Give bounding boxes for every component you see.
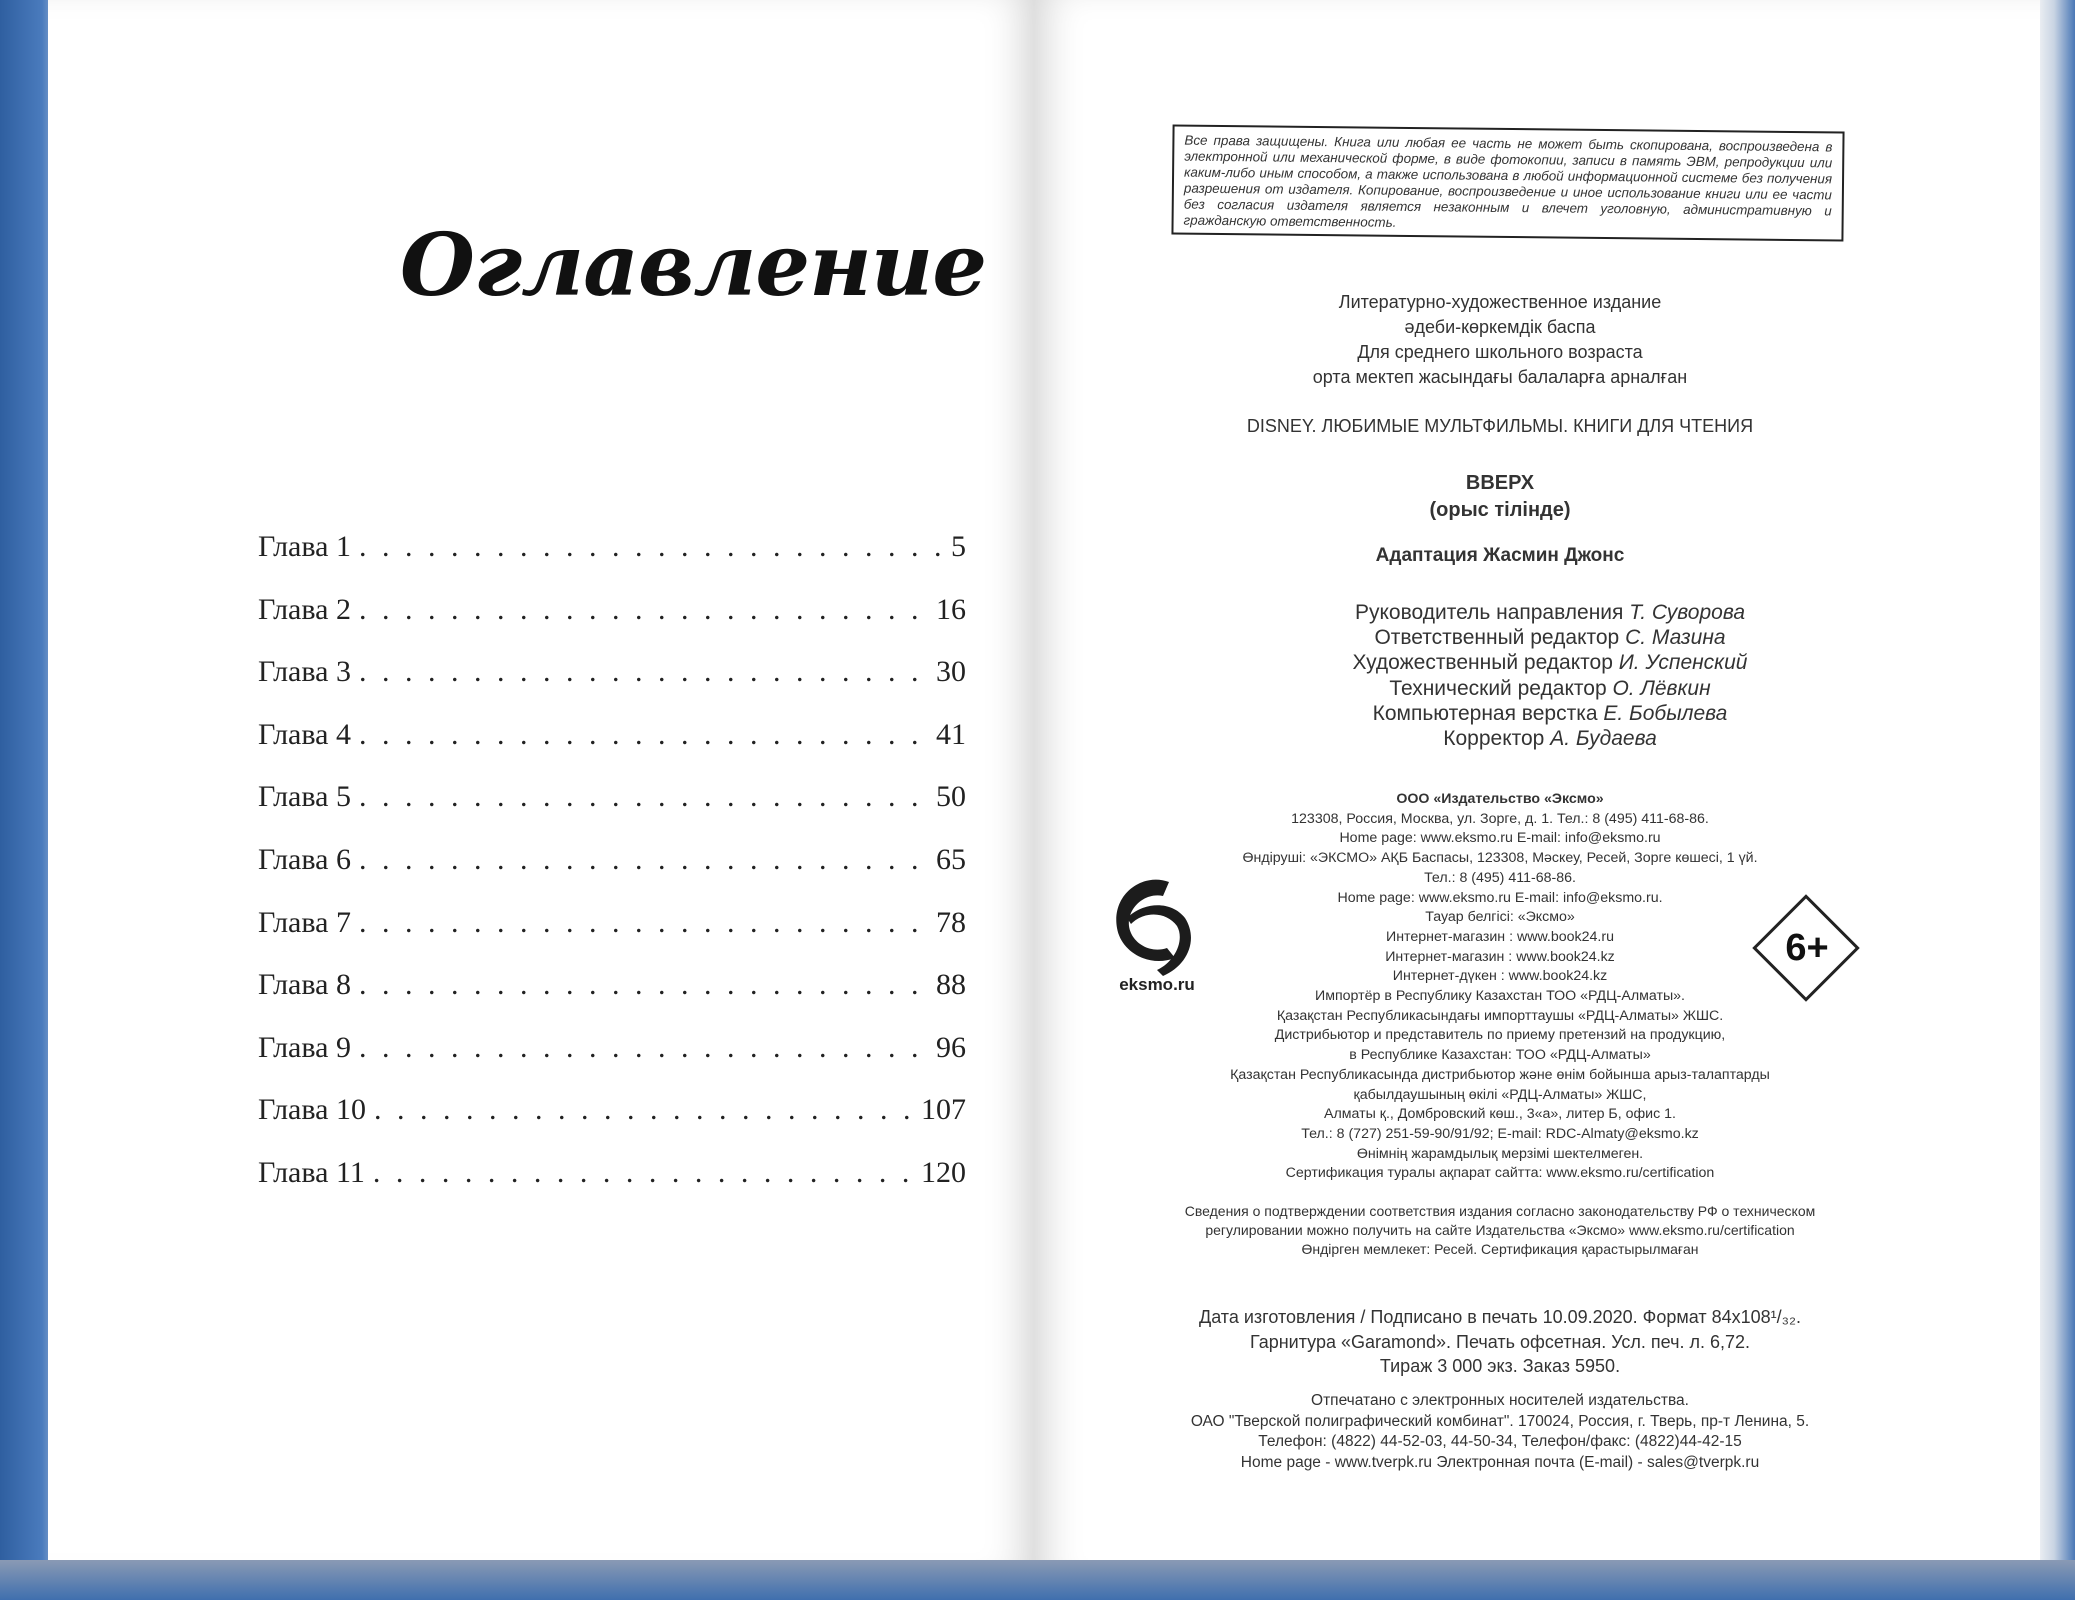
genre-line: әдеби-көркемдік баспа [1404,317,1596,337]
toc-entry [258,593,966,656]
printer-info [1120,1391,1880,1473]
staff-credit [1170,650,1930,675]
publisher-line: Импортёр в Республику Казахстан ТОО «РДЦ-Алматы». [1315,988,1685,1005]
toc-entry [258,968,966,1031]
eksmo-logo-text: eksmo.ru [1119,975,1195,994]
publisher-line: Қазақстан Республикасында дистрибьютор және өнім бойынша арыз-талаптарды [1230,1066,1770,1083]
staff-name: О. Лёвкин [1612,676,1711,700]
printer-line: Отпечатано с электронных носителей издательства. [1311,1392,1689,1409]
toc-chapter: Глава 9 [258,1030,351,1064]
publisher-line: Интернет-магазин : www.book24.ru [1386,928,1614,945]
toc-page-number: 120 [921,1155,966,1189]
copyright-notice: Все права защищены. Книга или любая ее часть не может быть скопирована, воспроизведена в электронной или механической форме, в виде фотокопии, записи в память ЭВМ, репродукции или каким-либо иным способом, а также использована в любой информационной системе без получения разрешения от издателя. Копирование, воспроизведение и иное использование книги или ее части без согласия издателя является незаконным и влечет уголовную, административную и гражданскую ответственность. [1171,124,1844,241]
publisher-line: Интернет-магазин : www.book24.kz [1385,948,1615,965]
toc-chapter: Глава 3 [258,655,351,689]
publisher-info [1120,790,1880,1184]
page-edges-right [2040,0,2075,1600]
printer-line: Home page - www.tverpk.ru Электронная почта (E-mail) - sales@tverpk.ru [1240,1453,1760,1471]
publisher-line: Тел.: 8 (495) 411-68-86. [1424,869,1576,886]
publisher-line: 123308, Россия, Москва, ул. Зорге, д. 1. Тел.: 8 (495) 411-68-86. [1291,810,1709,827]
toc-chapter: Глава 5 [258,780,351,814]
genre-line: Для среднего школьного возраста [1357,342,1643,362]
toc-chapter: Глава 2 [258,592,351,626]
publisher-line: Сертификация туралы ақпарат сайтта: www.eksmo.ru/certification [1285,1165,1715,1182]
printer-line: ОАО "Тверской полиграфический комбинат". 170024, Россия, г. Тверь, пр-т Ленина, 5. [1190,1412,1810,1430]
certification-info [1120,1202,1880,1259]
print-detail-line: Гарнитура «Garamond». Печать офсетная. Усл. печ. л. 6,72. [1249,1331,1751,1352]
publisher-line: Тауар белгісі: «Эксмо» [1425,909,1575,926]
staff-role: Компьютерная верстка [1372,701,1598,725]
toc-page-number: 88 [936,968,966,1002]
toc-entry [258,906,966,969]
book-title-block [1120,470,1880,524]
toc-leader-dots [359,968,928,1002]
printer-line: Телефон: (4822) 44-52-03, 44-50-34, Телефон/факс: (4822)44-42-15 [1258,1433,1742,1450]
toc-entry [258,718,966,781]
book-cover-bottom [0,1560,2075,1600]
staff-role: Корректор [1443,727,1545,751]
toc-leader-dots [359,718,928,752]
toc-entry [258,843,966,906]
publisher-line: Дистрибьютор и представитель по приему претензий на продукцию, [1274,1027,1726,1044]
toc-entry [258,530,966,593]
toc-chapter: Глава 10 [258,1093,366,1127]
genre-block [1120,290,1880,390]
toc-leader-dots [359,593,928,627]
staff-credit [1170,676,1930,701]
staff-credit [1170,726,1930,751]
staff-role: Ответственный редактор [1374,626,1620,650]
toc-list [258,530,966,1219]
toc-page-number: 30 [936,655,966,689]
toc-chapter: Глава 7 [258,905,351,939]
toc-leader-dots [359,1031,928,1065]
toc-chapter: Глава 8 [258,968,351,1002]
toc-entry [258,655,966,718]
toc-leader-dots [359,530,943,564]
toc-leader-dots [373,1156,913,1190]
toc-leader-dots [359,906,928,940]
toc-entry [258,1031,966,1094]
staff-name: И. Успенский [1618,651,1748,675]
toc-leader-dots [359,655,928,689]
toc-page-number: 107 [921,1093,966,1127]
toc-chapter: Глава 11 [258,1155,365,1189]
book-language: (орыс тілінде) [1429,499,1571,521]
toc-leader-dots [359,843,928,877]
certification-line: Сведения о подтверждении соответствия издания согласно законодательству РФ о техническом [1184,1203,1816,1219]
certification-line: Өндірген мемлекет: Ресей. Сертификация қарастырылмаған [1301,1241,1699,1257]
staff-name: С. Мазина [1625,626,1726,650]
publisher-line: Алматы қ., Домбровский көш., 3«а», литер Б, офис 1. [1324,1106,1676,1123]
publisher-line: Тел.: 8 (727) 251-59-90/91/92; E-mail: RDC-Almaty@eksmo.kz [1301,1125,1699,1142]
publisher-line: Home page: www.eksmo.ru E-mail: info@eksmo.ru. [1337,889,1663,906]
genre-line: Литературно-художественное издание [1338,292,1662,312]
toc-page-number: 78 [936,905,966,939]
toc-leader-dots [359,780,928,814]
adaptation-credit: Адаптация Жасмин Джонс [1375,545,1625,566]
publisher-line: Интернет-дүкен : www.book24.kz [1392,968,1608,985]
eksmo-logo-icon [1105,870,1195,980]
staff-credits [1170,600,1930,751]
staff-name: Е. Бобылева [1603,701,1728,725]
toc-title: Оглавление [400,215,987,316]
staff-role: Руководитель направления [1354,601,1624,624]
toc-chapter: Глава 1 [258,530,351,563]
toc-entry [258,1093,966,1156]
toc-entry [258,780,966,843]
age-rating: 6+ [1785,927,1829,969]
publisher-line: в Республике Казахстан: ТОО «РДЦ-Алматы» [1349,1047,1651,1064]
print-detail-line: Дата изготовления / Подписано в печать 10.09.2020. Формат 84x108¹/₃₂. [1199,1307,1801,1327]
certification-line: регулировании можно получить на сайте Издательства «Эксмо» www.eksmo.ru/certification [1205,1222,1795,1238]
series-title: DISNEY. ЛЮБИМЫЕ МУЛЬТФИЛЬМЫ. КНИГИ ДЛЯ ЧТЕНИЯ [1246,416,1754,436]
staff-name: Т. Суворова [1629,601,1746,624]
toc-entry [258,1156,966,1219]
staff-credit [1170,701,1930,726]
toc-page-number: 50 [936,780,966,814]
toc-chapter: Глава 4 [258,717,351,751]
publisher-line: Қазақстан Республикасындағы импорттаушы «РДЦ-Алматы» ЖШС. [1276,1007,1724,1024]
staff-role: Технический редактор [1389,676,1607,700]
publisher-line: қабылдаушының өкілі «РДЦ-Алматы» ЖШС, [1353,1086,1647,1103]
publisher-line: Home page: www.eksmo.ru E-mail: info@eksmo.ru [1339,830,1661,847]
publisher-line: Өнімнің жарамдылық мерзімі шектелмеген. [1356,1145,1644,1162]
genre-line: орта мектеп жасындағы балаларға арналған [1312,367,1688,387]
print-details [1120,1305,1880,1379]
toc-chapter: Глава 6 [258,842,351,876]
staff-credit [1170,600,1930,625]
toc-page-number: 16 [936,592,966,626]
toc-page-number: 5 [951,530,966,563]
toc-page-number: 65 [936,842,966,876]
staff-role: Художественный редактор [1352,651,1613,675]
staff-credit [1170,625,1930,650]
toc-page-number: 96 [936,1030,966,1064]
book-title: ВВЕРХ [1465,472,1535,494]
toc-leader-dots [374,1093,913,1127]
print-detail-line: Тираж 3 000 экз. Заказ 5950. [1379,1356,1621,1376]
toc-page-number: 41 [936,717,966,751]
publisher-line: Өндіруші: «ЭКСМО» АҚБ Баспасы, 123308, Мәскеу, Ресей, Зорге көшесі, 1 үй. [1242,850,1758,867]
staff-name: А. Будаева [1550,727,1657,751]
publisher-line: ООО «Издательство «Эксмо» [1396,791,1604,807]
